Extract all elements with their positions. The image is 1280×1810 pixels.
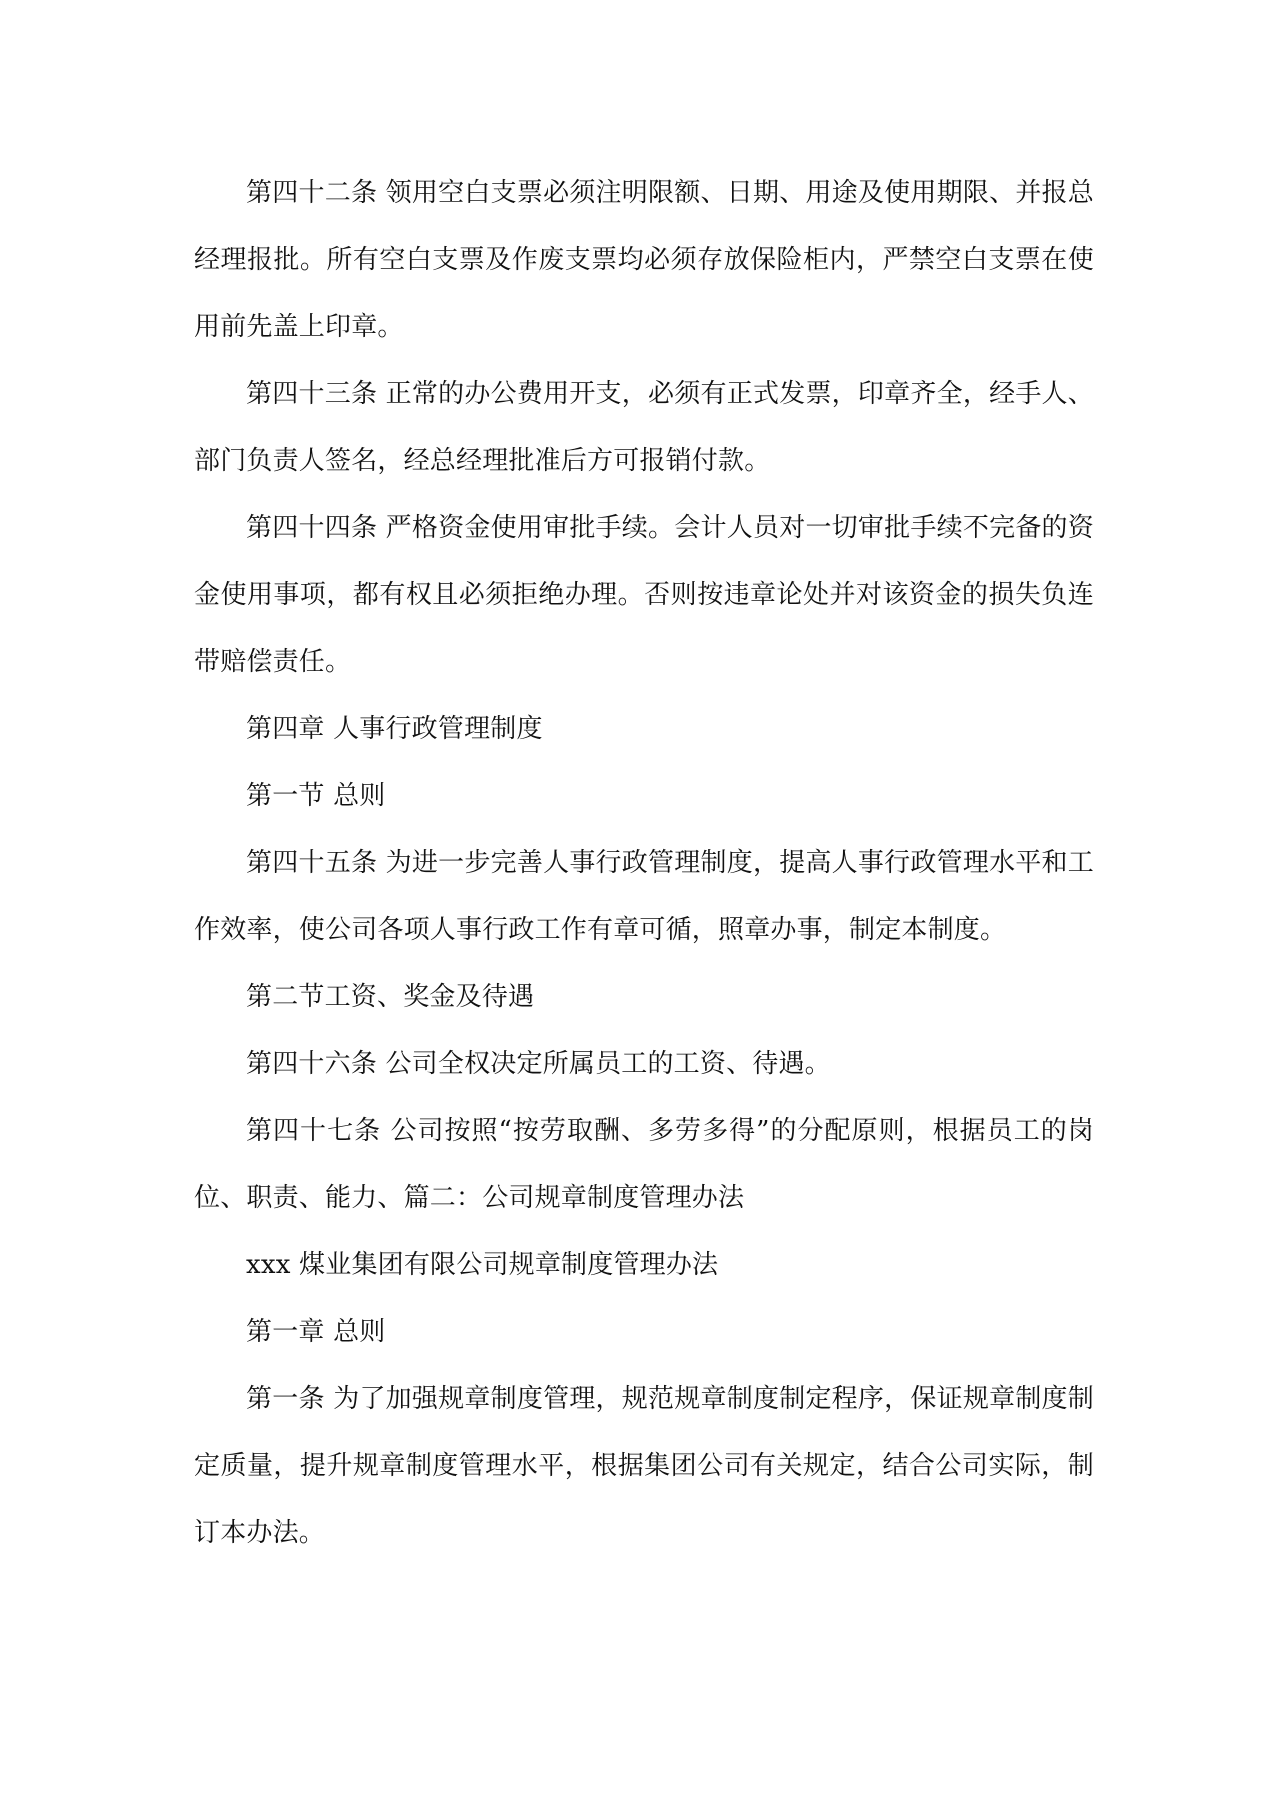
section-1-heading: 第一节 总则: [246, 781, 386, 811]
paragraph-article-1: 第一条 为了加强规章制度管理，规范规章制度制定程序，保证规章制度制定质量，提升规章制度管理水平，根据集团公司有关规定，结合公司实际，制订本办法。: [194, 1384, 1094, 1548]
paragraph-article-43: 第四十三条 正常的办公费用开支，必须有正式发票，印章齐全，经手人、部门负责人签名，经总经理批准后方可报销付款。: [194, 379, 1094, 476]
paragraph-article-44: 第四十四条 严格资金使用审批手续。会计人员对一切审批手续不完备的资金使用事项，都有权且必须拒绝办理。否则按违章论处并对该资金的损失负连带赔偿责任。: [194, 513, 1094, 677]
section-2-heading: 第二节工资、奖金及待遇: [246, 982, 535, 1012]
chapter-4-heading: 第四章 人事行政管理制度: [246, 714, 543, 744]
document-2-title: xxx 煤业集团有限公司规章制度管理办法: [246, 1250, 719, 1280]
document-body: [194, 160, 1094, 1567]
chapter-1-heading: 第一章 总则: [246, 1317, 386, 1347]
paragraph-article-45: 第四十五条 为进一步完善人事行政管理制度，提高人事行政管理水平和工作效率，使公司各项人事行政工作有章可循，照章办事，制定本制度。: [194, 848, 1094, 945]
paragraph-article-46: 第四十六条 公司全权决定所属员工的工资、待遇。: [246, 1049, 831, 1079]
paragraph-article-42: 第四十二条 领用空白支票必须注明限额、日期、用途及使用期限、并报总经理报批。所有空白支票及作废支票均必须存放保险柜内，严禁空白支票在使用前先盖上印章。: [194, 178, 1094, 342]
paragraph-article-47: 第四十七条 公司按照“按劳取酬、多劳多得”的分配原则，根据员工的岗位、职责、能力、篇二：公司规章制度管理办法: [194, 1116, 1094, 1213]
